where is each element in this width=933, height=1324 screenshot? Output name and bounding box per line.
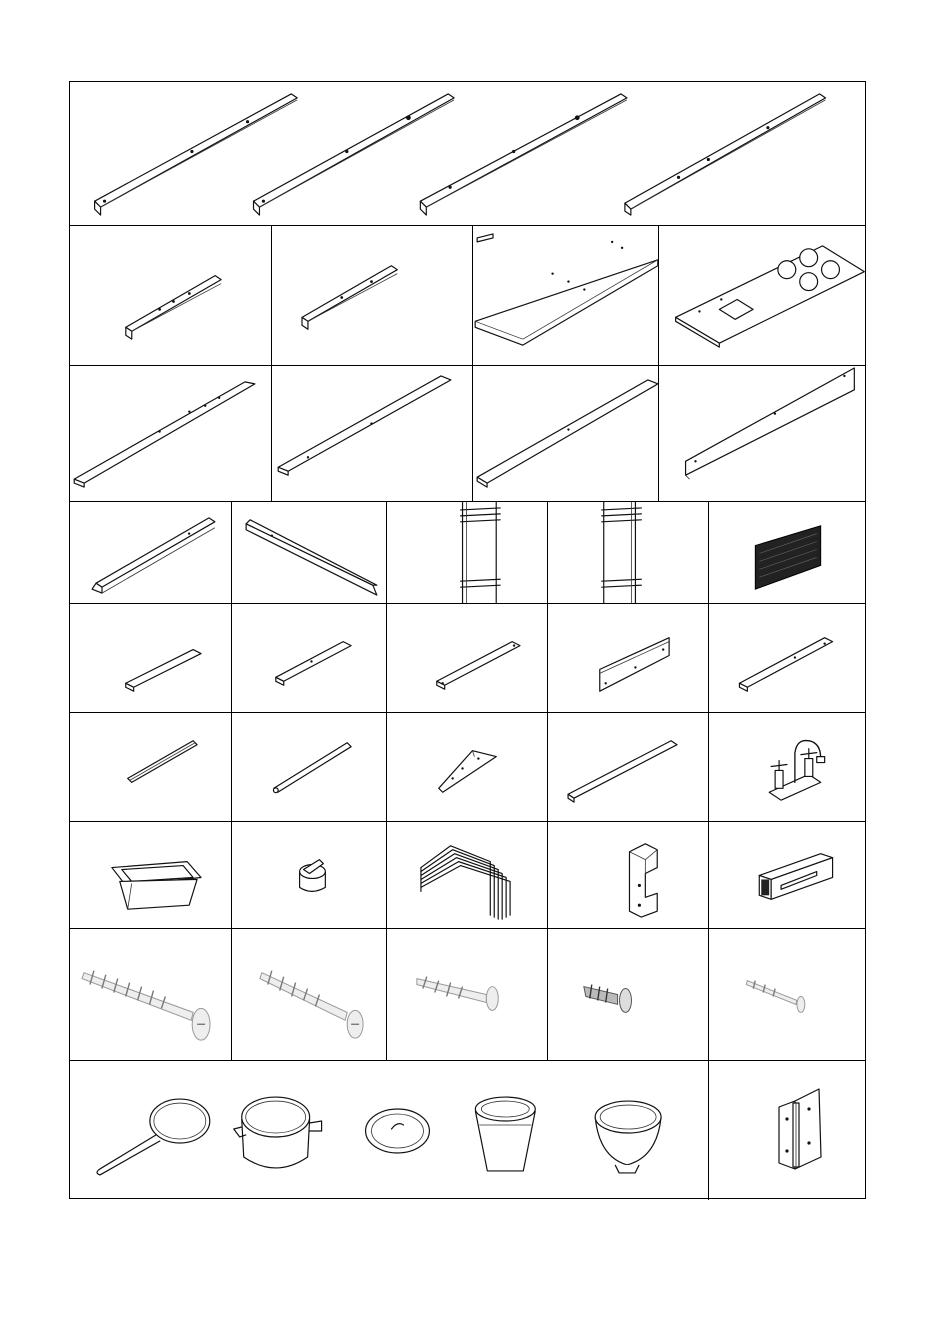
cell-sink-basin	[70, 822, 232, 928]
cell-short-board-d	[548, 604, 709, 712]
long-rail-group-drawing	[70, 82, 867, 225]
rod-b-drawing	[232, 713, 386, 821]
short-board-d-drawing	[548, 604, 708, 712]
long-rail-4	[625, 94, 826, 215]
row-panels	[70, 226, 865, 366]
cell-flat-plate	[548, 713, 709, 821]
screw-long-drawing	[70, 929, 231, 1060]
long-board-a-drawing	[70, 366, 271, 501]
parts-sheet	[69, 81, 866, 1199]
angle-bracket-a-drawing	[70, 502, 231, 603]
wire-rack-stack	[421, 846, 510, 919]
screw-short-drawing	[387, 929, 547, 1060]
row-frames	[70, 502, 865, 604]
short-board-c-drawing	[387, 604, 547, 712]
burner-top-panel-drawing	[659, 226, 867, 365]
u-clamp-drawing	[548, 822, 708, 928]
row-long-rails	[70, 82, 865, 226]
short-board-e-drawing	[709, 604, 867, 712]
row-screws	[70, 929, 865, 1061]
cell-burner-top-panel	[659, 226, 867, 365]
row-short-boards	[70, 604, 865, 713]
long-rail-3	[420, 94, 627, 215]
cell-long-board-c	[473, 366, 659, 501]
cell-short-board-b	[232, 604, 387, 712]
cell-angle-bracket-b	[232, 502, 387, 603]
pot-lid	[366, 1109, 430, 1153]
cell-screw-long	[70, 929, 232, 1060]
long-board-b-drawing	[272, 366, 472, 501]
screw-medium-drawing	[232, 929, 386, 1060]
side-frame-b-drawing	[548, 502, 708, 603]
cell-grille-panel	[709, 502, 867, 603]
cell-angle-bracket-a	[70, 502, 232, 603]
cell-u-clamp	[548, 822, 709, 928]
cell-long-board-a	[70, 366, 272, 501]
grille-panel-drawing	[709, 502, 867, 603]
row-rods-fittings	[70, 713, 865, 822]
cell-faucet	[709, 713, 867, 821]
long-rail-2	[254, 94, 455, 215]
row-accessories	[70, 822, 865, 929]
hinge-drawing	[709, 1061, 867, 1200]
slotted-bracket-drawing	[709, 822, 867, 928]
control-knob-drawing	[232, 822, 386, 928]
cell-short-board-a	[70, 604, 232, 712]
cell-rod-a	[70, 713, 232, 821]
base-panel-drawing	[473, 226, 658, 365]
cell-long-rail-group	[70, 82, 867, 225]
screw-small-drawing	[709, 929, 867, 1060]
cell-hinge	[709, 1061, 867, 1200]
cell-screw-small	[709, 929, 867, 1060]
cell-screw-stubby	[548, 929, 709, 1060]
cell-cookware-set	[70, 1061, 709, 1200]
cell-base-panel	[473, 226, 659, 365]
faucet-drawing	[709, 713, 867, 821]
cookware-set-drawing	[70, 1061, 708, 1200]
cell-side-frame-a	[387, 502, 548, 603]
row-cookware-hinge	[70, 1061, 865, 1200]
cell-control-knob	[232, 822, 387, 928]
short-board-b-drawing	[232, 604, 386, 712]
cell-screw-medium	[232, 929, 387, 1060]
short-rail-b-drawing	[272, 226, 472, 365]
angle-bracket-b-drawing	[232, 502, 386, 603]
cell-slotted-bracket	[709, 822, 867, 928]
short-rail-a-drawing	[70, 226, 271, 365]
cell-wire-racks	[387, 822, 548, 928]
flat-plate-drawing	[548, 713, 708, 821]
long-board-c-drawing	[473, 366, 658, 501]
cell-short-rail-a	[70, 226, 272, 365]
rod-a-drawing	[70, 713, 231, 821]
row-boards	[70, 366, 865, 502]
screw-stubby-drawing	[548, 929, 708, 1060]
cell-corner-gusset	[387, 713, 548, 821]
cell-short-board-c	[387, 604, 548, 712]
flower-pot	[475, 1097, 535, 1171]
sink-basin-drawing	[70, 822, 231, 928]
corner-gusset-drawing	[387, 713, 547, 821]
frying-pan	[97, 1099, 210, 1175]
short-board-a-drawing	[70, 604, 231, 712]
cell-long-board-b	[272, 366, 473, 501]
cell-front-strip-panel	[659, 366, 867, 501]
front-strip-panel-drawing	[659, 366, 867, 501]
cell-rod-b	[232, 713, 387, 821]
cooking-pot	[234, 1097, 322, 1168]
side-frame-a-drawing	[387, 502, 547, 603]
wire-racks-drawing	[387, 822, 547, 928]
serving-bowl	[595, 1101, 661, 1173]
cell-screw-short	[387, 929, 548, 1060]
cell-short-rail-b	[272, 226, 473, 365]
cell-side-frame-b	[548, 502, 709, 603]
cell-short-board-e	[709, 604, 867, 712]
